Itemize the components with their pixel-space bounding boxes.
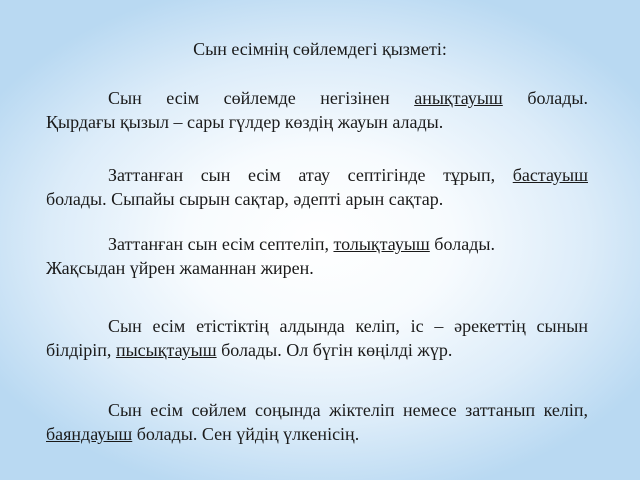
term-tolyktauysh: толықтауыш: [333, 234, 430, 254]
paragraph-attributive: [46, 86, 588, 134]
paragraph-text-after: болады. Сен үйдің үлкенісің.: [132, 424, 360, 444]
paragraph-example: Жақсыдан үйрен жаманнан жирен.: [46, 258, 314, 278]
term-bayandauysh: баяндауыш: [46, 424, 133, 444]
paragraph-adverbial: [46, 314, 588, 362]
term-pysyktauysh: пысықтауыш: [115, 340, 217, 360]
term-bastauysh: бастауыш: [512, 165, 588, 185]
paragraph-example: Қырдағы қызыл – сары гүлдер көздің жауын алады.: [46, 112, 444, 132]
paragraph-text-after: болады. Ол бүгін көңілді жүр.: [216, 340, 453, 360]
paragraph-example: болады. Сыпайы сырын сақтар, әдепті арын сақтар.: [46, 189, 444, 209]
paragraph-predicate: [46, 398, 588, 446]
paragraph-subject: [46, 163, 588, 211]
slide-title: Сын есімнің сөйлемдегі қызметі:: [193, 39, 447, 59]
paragraph-first-line: [46, 163, 588, 187]
paragraph-text-before: Сын есім сөйлемде негізінен: [108, 88, 415, 108]
paragraph-text-before: Заттанған сын есім атау септігінде тұрып,: [108, 165, 513, 185]
term-anyktauysh: анықтауыш: [414, 88, 503, 108]
paragraph-object: [46, 232, 588, 280]
paragraph-text-before: Сын есім етістіктің алдында келіп, іс – әрекеттің сынын білдіріп,: [46, 316, 588, 360]
paragraph-body: [46, 398, 588, 446]
paragraph-text-after: болады.: [429, 234, 495, 254]
paragraph-first-line: [46, 86, 588, 110]
paragraph-text-after: болады.: [502, 88, 588, 108]
paragraph-first-line: [46, 232, 588, 256]
paragraph-text-before: Сын есім сөйлем соңында жіктеліп немесе заттанып келіп,: [108, 400, 588, 420]
paragraph-body: [46, 314, 588, 362]
paragraph-text-before: Заттанған сын есім септеліп,: [108, 234, 334, 254]
